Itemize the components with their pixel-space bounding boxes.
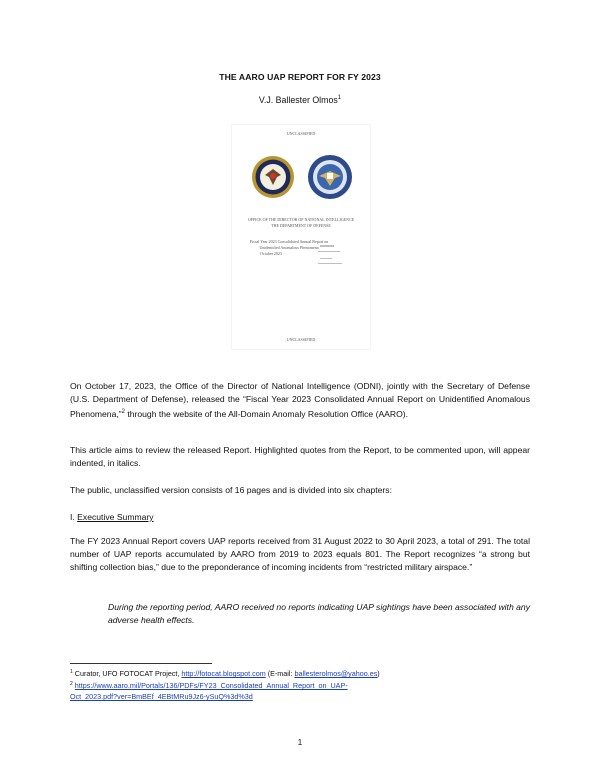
author-footnote-mark[interactable]: 1 xyxy=(337,95,342,101)
paragraph-aims: This article aims to review the released Report. Highlighted quotes from the Report, to be commented upon, will appear indented, in italics. xyxy=(70,445,530,468)
cover-footer: UNCLASSIFIED xyxy=(286,337,316,342)
cover-mark xyxy=(318,263,342,264)
author-name: V.J. Ballester Olmos xyxy=(258,95,338,105)
cover-header: UNCLASSIFIED xyxy=(286,131,316,136)
odni-seal-icon xyxy=(251,155,295,199)
email-link[interactable]: ballesterolmos@yahoo.es xyxy=(294,669,378,678)
cover-mark xyxy=(320,245,334,247)
paragraph-structure: The public, unclassified version consists of 16 pages and is divided into six chapters: xyxy=(70,485,392,495)
quote-block: During the reporting period, AARO received no reports indicating UAP sightings have been associated with any adverse health effects. xyxy=(108,602,530,625)
cover-report-date: October 2023 xyxy=(260,251,282,256)
footnote-1-text: Curator, UFO FOTOCAT Project, xyxy=(72,669,182,678)
paragraph-summary: The FY 2023 Annual Report covers UAP reports received from 31 August 2022 to 30 April 2023, a total of 291. The total number of UAP reports accumulated by AARO from 2019 to 2023 equals 801. The Report recognizes “a strong but shifting collection bias,” due to the preponderance of incoming incidents from “restricted military airspace.” xyxy=(70,536,530,572)
fotocat-link[interactable]: http://fotocat.blogspot.com xyxy=(181,669,266,678)
footnote-2 xyxy=(70,679,530,702)
chapter-heading xyxy=(70,512,154,522)
chapter-title: Executive Summary xyxy=(77,512,154,522)
cover-office-line2: THE DEPARTMENT OF DEFENSE xyxy=(271,223,331,228)
footnote-2-mark: 2 xyxy=(70,681,73,687)
aaro-report-link-line1[interactable]: https://www.aaro.mil/Portals/136/PDFs/FY23_Consolidated_Annual_Report_on_UAP- xyxy=(74,681,348,690)
paragraph-intro-text: On October 17, 2023, the Office of the Director of National Intelligence (ODNI), jointly with the Secretary of Defense (U.S. Department of Defense), released the “Fiscal Year 2023 Consolidated Annual Report on Unidentified Anomalous Phenomena,” xyxy=(70,381,530,419)
footnote-1-end: ) xyxy=(377,669,380,678)
cover-mark xyxy=(318,251,340,252)
footnote-1-mid: (E-mail: xyxy=(265,669,295,678)
cover-office-line1: OFFICE OF THE DIRECTOR OF NATIONAL INTELLIGENCE xyxy=(247,217,355,222)
cover-mark xyxy=(320,258,332,259)
dod-seal-icon xyxy=(307,154,353,200)
paragraph-intro-tail: through the website of the All-Domain Anomaly Resolution Office (AARO). xyxy=(124,408,409,419)
document-title: THE AARO UAP REPORT FOR FY 2023 xyxy=(219,72,381,82)
report-cover-image xyxy=(231,124,371,350)
cover-report-line2: Unidentified Anomalous Phenomena xyxy=(259,245,319,250)
chapter-number: I. xyxy=(70,512,78,522)
author-line xyxy=(0,95,600,105)
aaro-report-link-line2[interactable]: Oct_2023.pdf?ver=BmBEf_4EBtMRu9Jz6-ySuQ%3d%3d xyxy=(70,692,253,701)
footnote-1 xyxy=(70,667,530,679)
cover-report-line1: Fiscal Year 2023 Consolidated Annual Report on xyxy=(249,239,329,244)
paragraph-intro xyxy=(70,380,530,421)
footnote-separator xyxy=(70,663,212,664)
footnote-1-mark: 1 xyxy=(70,669,73,675)
footnote-mark-2[interactable]: 2 xyxy=(121,409,125,415)
page-number: 1 xyxy=(297,738,303,747)
